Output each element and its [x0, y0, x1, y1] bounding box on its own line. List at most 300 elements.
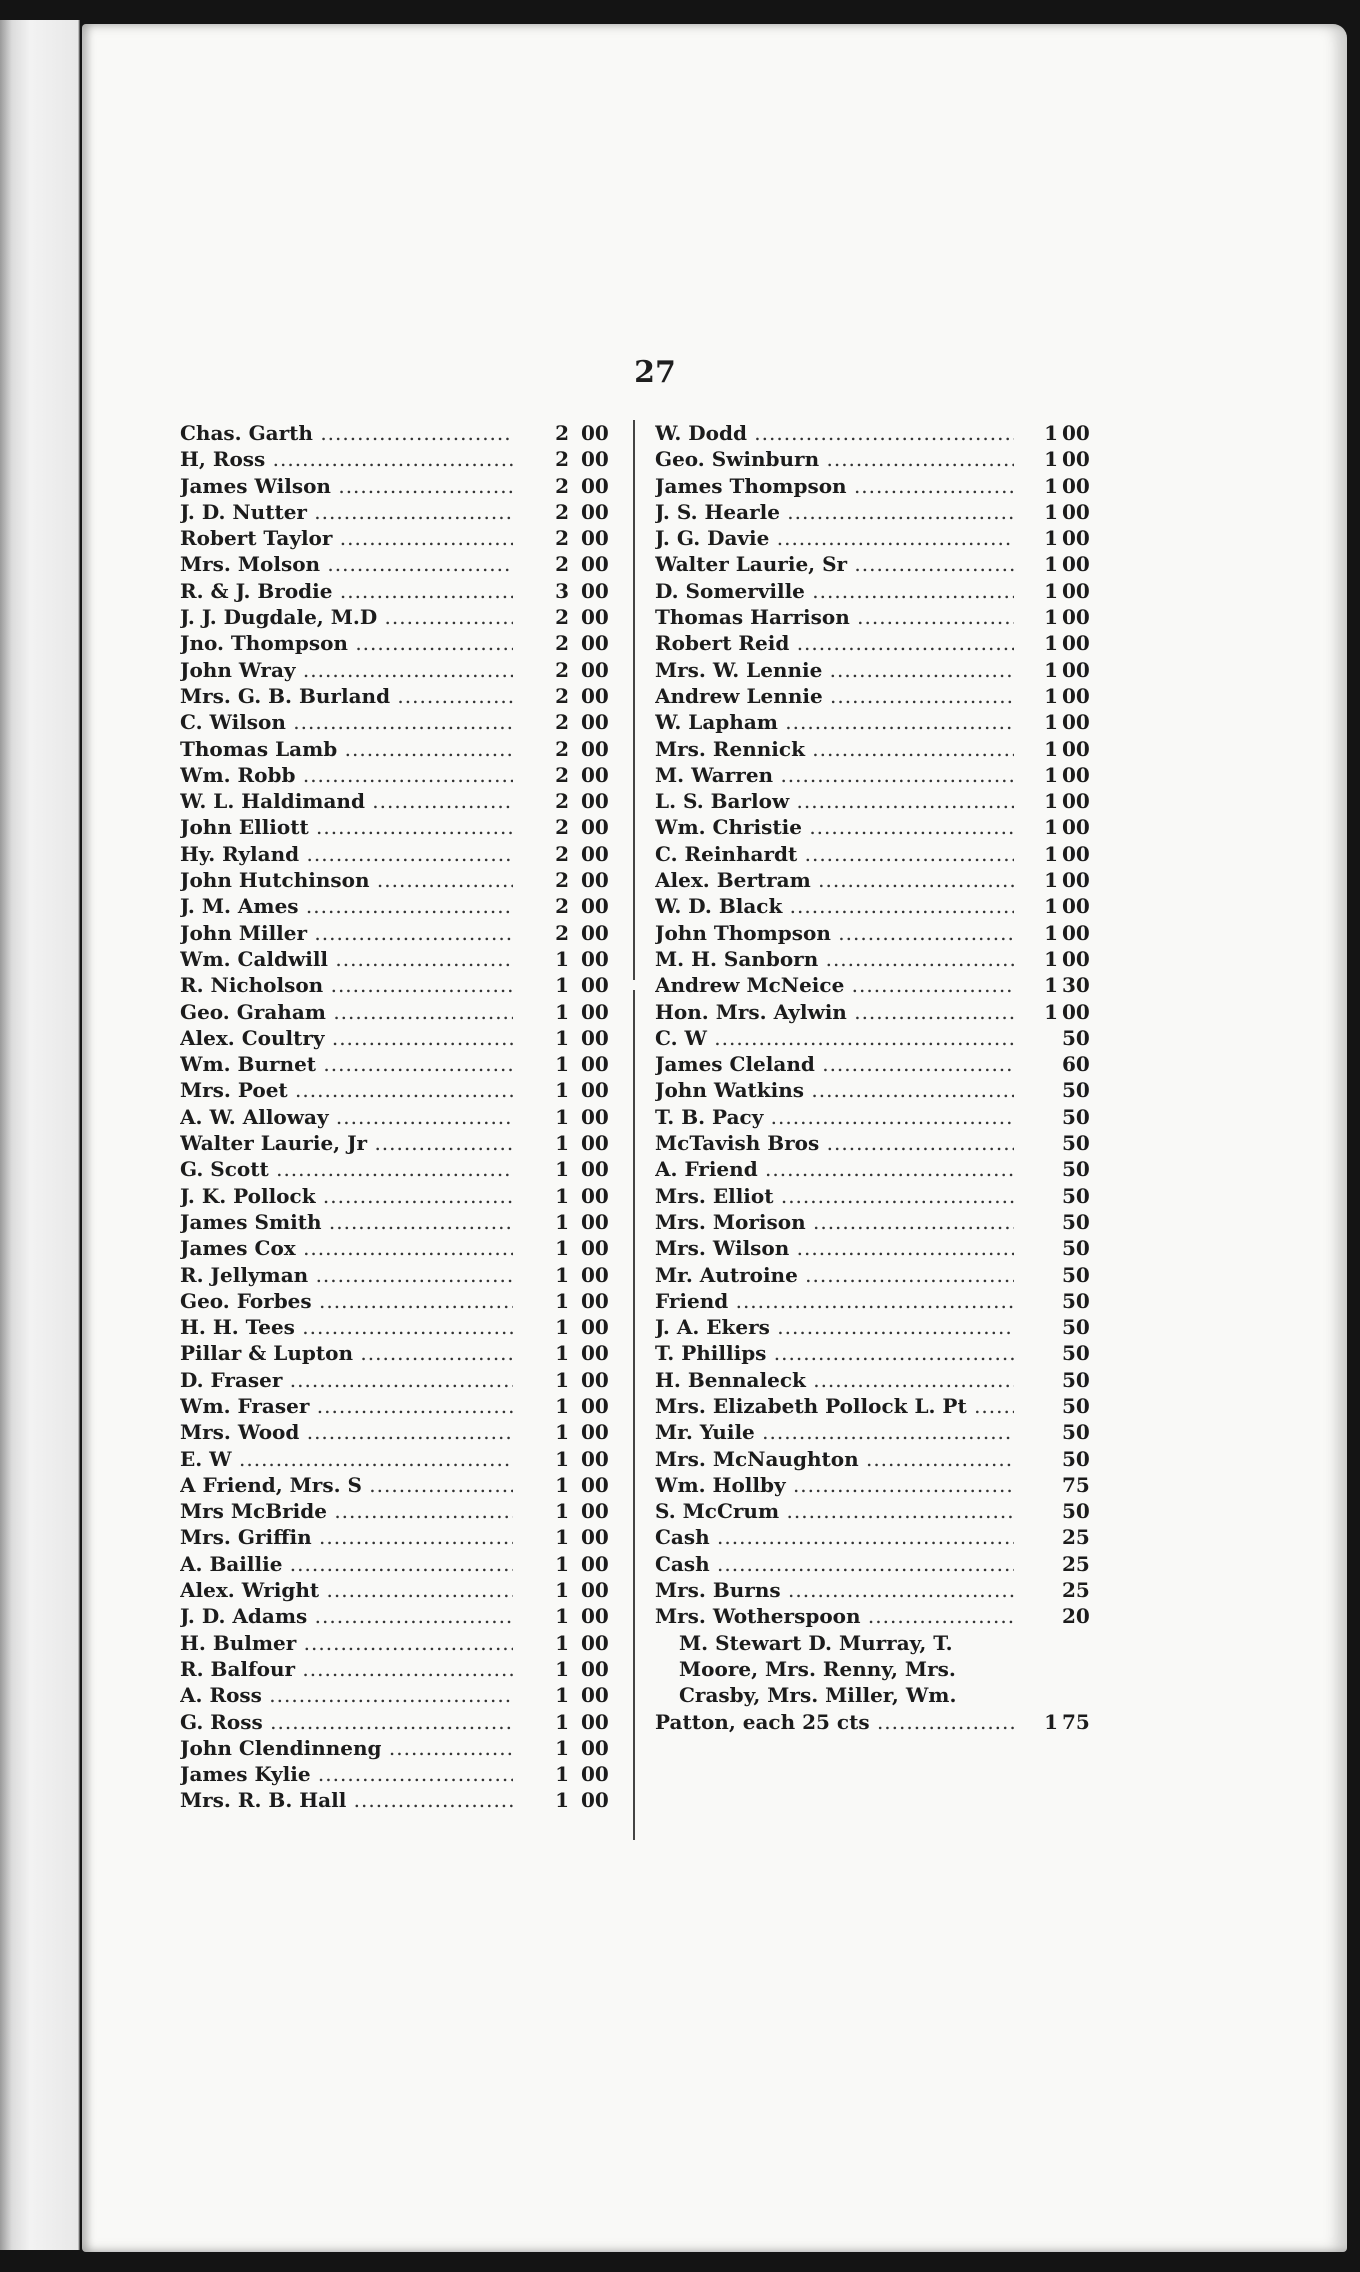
amount-dollars: 2	[555, 447, 569, 472]
subscriber-entry	[655, 1524, 1100, 1550]
amount-dollars: 1	[555, 1762, 569, 1787]
amount-dollars: 1	[1044, 841, 1058, 866]
amount-cents: 00	[581, 499, 609, 524]
subscriber-name: James Wilson .....	[180, 473, 513, 499]
amount-cents: 50	[1062, 1183, 1090, 1208]
amount-dollars: 1	[1044, 920, 1058, 945]
amount-cents: 00	[1062, 683, 1090, 708]
amount-dollars: 2	[555, 473, 569, 498]
subscriber-name: James Thompson .....	[655, 473, 1014, 499]
amount-dollars: 1	[555, 1052, 569, 1077]
amount-cents: 50	[1062, 1341, 1090, 1366]
amount-cents: 00	[581, 1236, 609, 1261]
amount-cents: 00	[581, 1525, 609, 1550]
subscriber-name: Mrs. G. B. Burland .....	[180, 683, 513, 709]
amount-cents: 00	[1062, 815, 1090, 840]
subscriber-entry	[180, 736, 625, 762]
amount-cents: 00	[581, 1683, 609, 1708]
subscriber-name: Mrs. McNaughton .....	[655, 1446, 1014, 1472]
subscriber-name: Mrs. W. Lennie .....	[655, 657, 1014, 683]
amount-dollars: 2	[555, 920, 569, 945]
subscriber-name: A. W. Alloway .....	[180, 1104, 513, 1130]
subscriber-entry	[180, 1130, 625, 1156]
subscriber-entry	[655, 893, 1100, 919]
amount-cents: 00	[581, 447, 609, 472]
subscriber-name: W. L. Haldimand .....	[180, 788, 513, 814]
amount-cents: 50	[1062, 1499, 1090, 1524]
amount-dollars: 1	[555, 1157, 569, 1182]
amount-dollars: 1	[555, 1367, 569, 1392]
subscriber-entry	[180, 920, 625, 946]
subscriber-name: Alex. Coultry .....	[180, 1025, 513, 1051]
subscriber-entry	[655, 420, 1100, 446]
subscriber-entry	[180, 1077, 625, 1103]
amount-dollars: 2	[555, 421, 569, 445]
amount-cents: 00	[1062, 526, 1090, 551]
amount-dollars: 1	[1044, 631, 1058, 656]
amount-cents: 50	[1062, 1446, 1090, 1471]
subscriber-name: Moore, Mrs. Renny, Mrs.	[679, 1656, 956, 1681]
subscriber-entry	[180, 1682, 625, 1708]
subscriber-entry	[655, 1419, 1100, 1445]
amount-cents: 00	[581, 841, 609, 866]
subscriber-entry	[180, 1419, 625, 1445]
subscriber-name: H, Ross .....	[180, 446, 513, 472]
subscriber-entry	[180, 657, 625, 683]
subscriber-name: Mrs. Wood .....	[180, 1419, 513, 1445]
amount-dollars: 1	[1044, 973, 1058, 998]
subscriber-name: Hy. Ryland .....	[180, 841, 513, 867]
subscriber-entry	[655, 1446, 1100, 1472]
amount-dollars: 1	[1044, 736, 1058, 761]
subscriber-name: G. Ross .....	[180, 1709, 513, 1735]
amount-cents: 00	[581, 920, 609, 945]
subscriber-name: R. Nicholson .....	[180, 972, 513, 998]
amount-dollars: 2	[555, 526, 569, 551]
subscriber-name: J. K. Pollock .....	[180, 1183, 513, 1209]
subscriber-name: A Friend, Mrs. S .....	[180, 1472, 513, 1498]
amount-cents: 30	[1062, 973, 1090, 998]
amount-dollars: 2	[555, 868, 569, 893]
amount-dollars: 1	[555, 1709, 569, 1734]
subscriber-entry	[180, 446, 625, 472]
amount-dollars: 1	[555, 946, 569, 971]
amount-cents: 00	[581, 526, 609, 551]
subscriber-name: Cash .....	[655, 1524, 1014, 1550]
subscriber-name: H. Bulmer .....	[180, 1630, 513, 1656]
subscriber-name: Wm. Fraser .....	[180, 1393, 513, 1419]
amount-cents: 00	[581, 1630, 609, 1655]
amount-dollars: 1	[1044, 552, 1058, 577]
subscriber-entry	[655, 841, 1100, 867]
amount-cents: 00	[581, 736, 609, 761]
amount-cents: 00	[1062, 421, 1090, 445]
amount-dollars: 1	[555, 1341, 569, 1366]
subscriber-name: W. Lapham .....	[655, 709, 1014, 735]
subscriber-entry	[655, 1393, 1100, 1419]
subscriber-name: Alex. Bertram .....	[655, 867, 1014, 893]
subscriber-name: Mrs. Morison .....	[655, 1209, 1014, 1235]
amount-dollars: 1	[1044, 421, 1058, 445]
subscriber-entry	[655, 999, 1100, 1025]
subscriber-name: H. H. Tees .....	[180, 1314, 513, 1340]
subscriber-name: R. Jellyman .....	[180, 1262, 513, 1288]
amount-cents: 00	[581, 1025, 609, 1050]
subscriber-entry	[180, 1761, 625, 1787]
subscriber-entry	[180, 1156, 625, 1182]
subscriber-name: M. Stewart D. Murray, T.	[679, 1630, 953, 1655]
subscriber-entry	[655, 499, 1100, 525]
amount-dollars: 1	[555, 1315, 569, 1340]
amount-cents: 00	[581, 1604, 609, 1629]
subscriber-name: Robert Taylor .....	[180, 525, 513, 551]
amount-dollars: 1	[555, 1236, 569, 1261]
amount-cents: 50	[1062, 1078, 1090, 1103]
subscriber-name: John Hutchinson .....	[180, 867, 513, 893]
amount-dollars: 2	[555, 657, 569, 682]
amount-cents: 00	[1062, 920, 1090, 945]
subscriber-entry	[655, 1709, 1100, 1735]
subscriber-name: D. Somerville .....	[655, 578, 1014, 604]
subscriber-name: Mrs. Rennick .....	[655, 736, 1014, 762]
subscriber-name: W. D. Black .....	[655, 893, 1014, 919]
subscriber-name: M. Warren .....	[655, 762, 1014, 788]
subscriber-entry	[655, 1498, 1100, 1524]
subscriber-entry	[655, 814, 1100, 840]
subscriber-entry	[180, 1735, 625, 1761]
amount-dollars: 1	[1044, 499, 1058, 524]
subscriber-entry	[180, 788, 625, 814]
subscriber-entry	[180, 1393, 625, 1419]
subscriber-name: C. Reinhardt .....	[655, 841, 1014, 867]
subscriber-entry	[180, 709, 625, 735]
amount-cents: 00	[1062, 868, 1090, 893]
amount-cents: 00	[581, 1762, 609, 1787]
subscriber-entry	[655, 657, 1100, 683]
amount-dollars: 2	[555, 552, 569, 577]
amount-cents: 20	[1062, 1604, 1090, 1629]
subscriber-entry	[655, 1551, 1100, 1577]
amount-cents: 00	[581, 1551, 609, 1576]
subscriber-entry	[180, 1314, 625, 1340]
subscriber-entry	[655, 946, 1100, 972]
amount-cents: 00	[581, 578, 609, 603]
subscriber-entry	[655, 972, 1100, 998]
amount-cents: 00	[581, 999, 609, 1024]
subscriber-entry	[180, 1551, 625, 1577]
subscriber-entry	[655, 604, 1100, 630]
amount-cents: 00	[581, 1262, 609, 1287]
subscriber-name: John Elliott .....	[180, 814, 513, 840]
amount-cents: 00	[581, 473, 609, 498]
subscriber-entry	[655, 1656, 1100, 1682]
amount-dollars: 1	[555, 1735, 569, 1760]
subscriber-name: Wm. Robb .....	[180, 762, 513, 788]
subscriber-name: John Miller .....	[180, 920, 513, 946]
subscriber-name: James Cox .....	[180, 1235, 513, 1261]
column-brace-lower	[633, 990, 635, 1840]
amount-dollars: 1	[555, 1472, 569, 1497]
subscriber-entry	[655, 1104, 1100, 1130]
subscriber-name: R. Balfour .....	[180, 1656, 513, 1682]
subscriber-entry	[655, 1156, 1100, 1182]
subscriber-entry	[180, 1709, 625, 1735]
amount-dollars: 1	[555, 1499, 569, 1524]
subscriber-entry	[655, 920, 1100, 946]
subscriber-name: Thomas Harrison .....	[655, 604, 1014, 630]
subscriber-entry	[655, 788, 1100, 814]
subscriber-entry	[180, 999, 625, 1025]
amount-dollars: 1	[1044, 683, 1058, 708]
amount-cents: 00	[581, 1315, 609, 1340]
subscriber-name: T. Phillips .....	[655, 1340, 1014, 1366]
amount-dollars: 1	[555, 1104, 569, 1129]
amount-cents: 50	[1062, 1367, 1090, 1392]
amount-dollars: 1	[1044, 710, 1058, 735]
subscriber-entry	[180, 762, 625, 788]
amount-dollars: 1	[555, 1420, 569, 1445]
amount-cents: 00	[581, 1420, 609, 1445]
subscriber-name: Mr. Yuile .....	[655, 1419, 1014, 1445]
amount-dollars: 1	[555, 1604, 569, 1629]
subscriber-entry	[655, 1314, 1100, 1340]
amount-cents: 00	[581, 1131, 609, 1156]
subscriber-name: E. W .....	[180, 1446, 513, 1472]
amount-dollars: 1	[1044, 605, 1058, 630]
amount-dollars: 1	[555, 973, 569, 998]
subscriber-entry	[655, 762, 1100, 788]
subscriber-name: Mrs. Wotherspoon .....	[655, 1603, 1014, 1629]
amount-dollars: 1	[555, 1578, 569, 1603]
subscriber-name: Cash .....	[655, 1551, 1014, 1577]
amount-cents: 00	[1062, 473, 1090, 498]
amount-dollars: 1	[555, 999, 569, 1024]
amount-dollars: 1	[1044, 578, 1058, 603]
binding-margin	[0, 20, 80, 2250]
amount-dollars: 1	[1044, 868, 1058, 893]
amount-cents: 00	[1062, 631, 1090, 656]
subscriber-entry	[180, 1104, 625, 1130]
subscriber-entry	[655, 709, 1100, 735]
subscriber-entry	[655, 1682, 1100, 1708]
amount-dollars: 1	[1044, 447, 1058, 472]
amount-cents: 00	[1062, 841, 1090, 866]
amount-dollars: 2	[555, 789, 569, 814]
amount-cents: 50	[1062, 1262, 1090, 1287]
subscriber-entry	[180, 1025, 625, 1051]
subscriber-name: A. Friend .....	[655, 1156, 1014, 1182]
amount-cents: 00	[1062, 894, 1090, 919]
subscriber-name: J. G. Davie .....	[655, 525, 1014, 551]
subscriber-entry	[180, 1603, 625, 1629]
amount-dollars: 2	[555, 815, 569, 840]
subscriber-name: Mrs. Wilson .....	[655, 1235, 1014, 1261]
subscriber-name: Mrs. Poet .....	[180, 1077, 513, 1103]
amount-dollars: 1	[555, 1183, 569, 1208]
subscriber-name: Mrs McBride .....	[180, 1498, 513, 1524]
amount-dollars: 2	[555, 631, 569, 656]
subscriber-name: L. S. Barlow .....	[655, 788, 1014, 814]
subscriber-name: Chas. Garth .....	[180, 420, 513, 446]
amount-cents: 00	[581, 1578, 609, 1603]
subscriber-entry	[180, 946, 625, 972]
amount-cents: 25	[1062, 1551, 1090, 1576]
subscriber-name: Wm. Hollby .....	[655, 1472, 1014, 1498]
subscriber-entry	[655, 1340, 1100, 1366]
subscriber-name: John Thompson .....	[655, 920, 1014, 946]
subscriber-entry	[180, 1787, 625, 1813]
amount-dollars: 1	[1044, 657, 1058, 682]
amount-dollars: 1	[555, 1446, 569, 1471]
amount-cents: 50	[1062, 1209, 1090, 1234]
subscriber-name: James Cleland .....	[655, 1051, 1014, 1077]
subscriber-entry	[180, 499, 625, 525]
amount-cents: 00	[581, 657, 609, 682]
subscriber-entry	[655, 1051, 1100, 1077]
subscriber-entry	[180, 420, 625, 446]
subscriber-entry	[655, 1130, 1100, 1156]
subscriber-entry	[655, 867, 1100, 893]
subscriber-name: J. D. Adams .....	[180, 1603, 513, 1629]
amount-cents: 00	[581, 1209, 609, 1234]
subscriber-name: A. Baillie .....	[180, 1551, 513, 1577]
amount-dollars: 1	[555, 1551, 569, 1576]
amount-cents: 00	[581, 1709, 609, 1734]
amount-dollars: 2	[555, 710, 569, 735]
amount-cents: 00	[581, 973, 609, 998]
subscriber-entry	[180, 1472, 625, 1498]
subscriber-entry	[180, 473, 625, 499]
subscriber-entry	[180, 1288, 625, 1314]
amount-cents: 00	[1062, 499, 1090, 524]
amount-dollars: 1	[555, 1788, 569, 1813]
subscriber-name: Geo. Forbes .....	[180, 1288, 513, 1314]
subscriber-name: D. Fraser .....	[180, 1367, 513, 1393]
subscription-list-right	[655, 420, 1100, 1735]
subscriber-entry	[655, 1262, 1100, 1288]
amount-dollars: 1	[1044, 762, 1058, 787]
amount-cents: 00	[1062, 657, 1090, 682]
amount-cents: 00	[581, 868, 609, 893]
subscriber-name: Mrs. Burns .....	[655, 1577, 1014, 1603]
page-number: 27	[634, 355, 676, 390]
subscriber-entry	[655, 1288, 1100, 1314]
subscriber-entry	[180, 1340, 625, 1366]
subscriber-entry	[180, 551, 625, 577]
subscriber-entry	[655, 1367, 1100, 1393]
subscriber-name: Friend .....	[655, 1288, 1014, 1314]
amount-cents: 00	[581, 1788, 609, 1813]
amount-cents: 00	[1062, 736, 1090, 761]
subscriber-entry	[180, 578, 625, 604]
subscriber-entry	[180, 1051, 625, 1077]
subscriber-entry	[655, 1577, 1100, 1603]
amount-cents: 00	[581, 1472, 609, 1497]
amount-cents: 00	[581, 1393, 609, 1418]
amount-cents: 00	[1062, 946, 1090, 971]
amount-cents: 00	[581, 605, 609, 630]
subscriber-name: Mrs. Elliot .....	[655, 1183, 1014, 1209]
subscriber-entry	[180, 1656, 625, 1682]
subscriber-name: Mrs. Griffin .....	[180, 1524, 513, 1550]
subscriber-name: Alex. Wright .....	[180, 1577, 513, 1603]
amount-cents: 50	[1062, 1157, 1090, 1182]
amount-cents: 00	[581, 1735, 609, 1760]
amount-cents: 75	[1062, 1709, 1090, 1734]
subscriber-name: J. A. Ekers .....	[655, 1314, 1014, 1340]
subscriber-name: Hon. Mrs. Aylwin .....	[655, 999, 1014, 1025]
subscriber-name: Pillar & Lupton .....	[180, 1340, 513, 1366]
amount-cents: 00	[1062, 578, 1090, 603]
subscriber-name: Patton, each 25 cts .....	[655, 1709, 1014, 1735]
subscriber-entry	[655, 1183, 1100, 1209]
amount-cents: 00	[581, 683, 609, 708]
subscriber-entry	[180, 525, 625, 551]
subscriber-entry	[655, 683, 1100, 709]
amount-cents: 00	[581, 552, 609, 577]
amount-cents: 00	[581, 1656, 609, 1681]
subscriber-entry	[180, 1524, 625, 1550]
subscriber-name: McTavish Bros .....	[655, 1130, 1014, 1156]
subscriber-name: Mrs. Elizabeth Pollock L. Pt .....	[655, 1393, 1014, 1419]
subscriber-entry	[180, 1446, 625, 1472]
subscriber-name: C. Wilson .....	[180, 709, 513, 735]
subscriber-entry	[655, 578, 1100, 604]
amount-cents: 00	[1062, 999, 1090, 1024]
amount-cents: 00	[581, 1367, 609, 1392]
subscriber-entry	[180, 630, 625, 656]
subscriber-name: Wm. Caldwill .....	[180, 946, 513, 972]
amount-cents: 50	[1062, 1131, 1090, 1156]
amount-dollars: 1	[555, 1262, 569, 1287]
amount-dollars: 1	[555, 1025, 569, 1050]
subscriber-name: Walter Laurie, Jr .....	[180, 1130, 513, 1156]
amount-cents: 00	[1062, 447, 1090, 472]
subscriber-name: Wm. Burnet .....	[180, 1051, 513, 1077]
subscriber-entry	[180, 1577, 625, 1603]
subscriber-entry	[180, 604, 625, 630]
amount-dollars: 1	[1044, 894, 1058, 919]
subscription-list-left	[180, 420, 625, 1814]
amount-dollars: 1	[1044, 789, 1058, 814]
subscriber-name: C. W .....	[655, 1025, 1014, 1051]
amount-dollars: 3	[555, 578, 569, 603]
amount-dollars: 1	[1044, 999, 1058, 1024]
amount-cents: 50	[1062, 1288, 1090, 1313]
subscriber-name: Walter Laurie, Sr .....	[655, 551, 1014, 577]
amount-cents: 00	[581, 1157, 609, 1182]
amount-cents: 00	[1062, 605, 1090, 630]
amount-cents: 50	[1062, 1104, 1090, 1129]
subscriber-entry	[655, 1077, 1100, 1103]
amount-dollars: 1	[1044, 946, 1058, 971]
subscriber-entry	[180, 867, 625, 893]
amount-dollars: 1	[555, 1393, 569, 1418]
amount-cents: 00	[581, 1288, 609, 1313]
subscriber-name: J. D. Nutter .....	[180, 499, 513, 525]
subscriber-entry	[180, 1209, 625, 1235]
amount-cents: 50	[1062, 1236, 1090, 1261]
subscriber-name: Mrs. Molson .....	[180, 551, 513, 577]
amount-cents: 00	[1062, 710, 1090, 735]
amount-cents: 50	[1062, 1315, 1090, 1340]
amount-dollars: 1	[555, 1209, 569, 1234]
amount-cents: 00	[581, 789, 609, 814]
subscriber-name: A. Ross .....	[180, 1682, 513, 1708]
amount-dollars: 1	[1044, 473, 1058, 498]
amount-cents: 00	[581, 815, 609, 840]
subscriber-name: Crasby, Mrs. Miller, Wm.	[679, 1683, 957, 1708]
